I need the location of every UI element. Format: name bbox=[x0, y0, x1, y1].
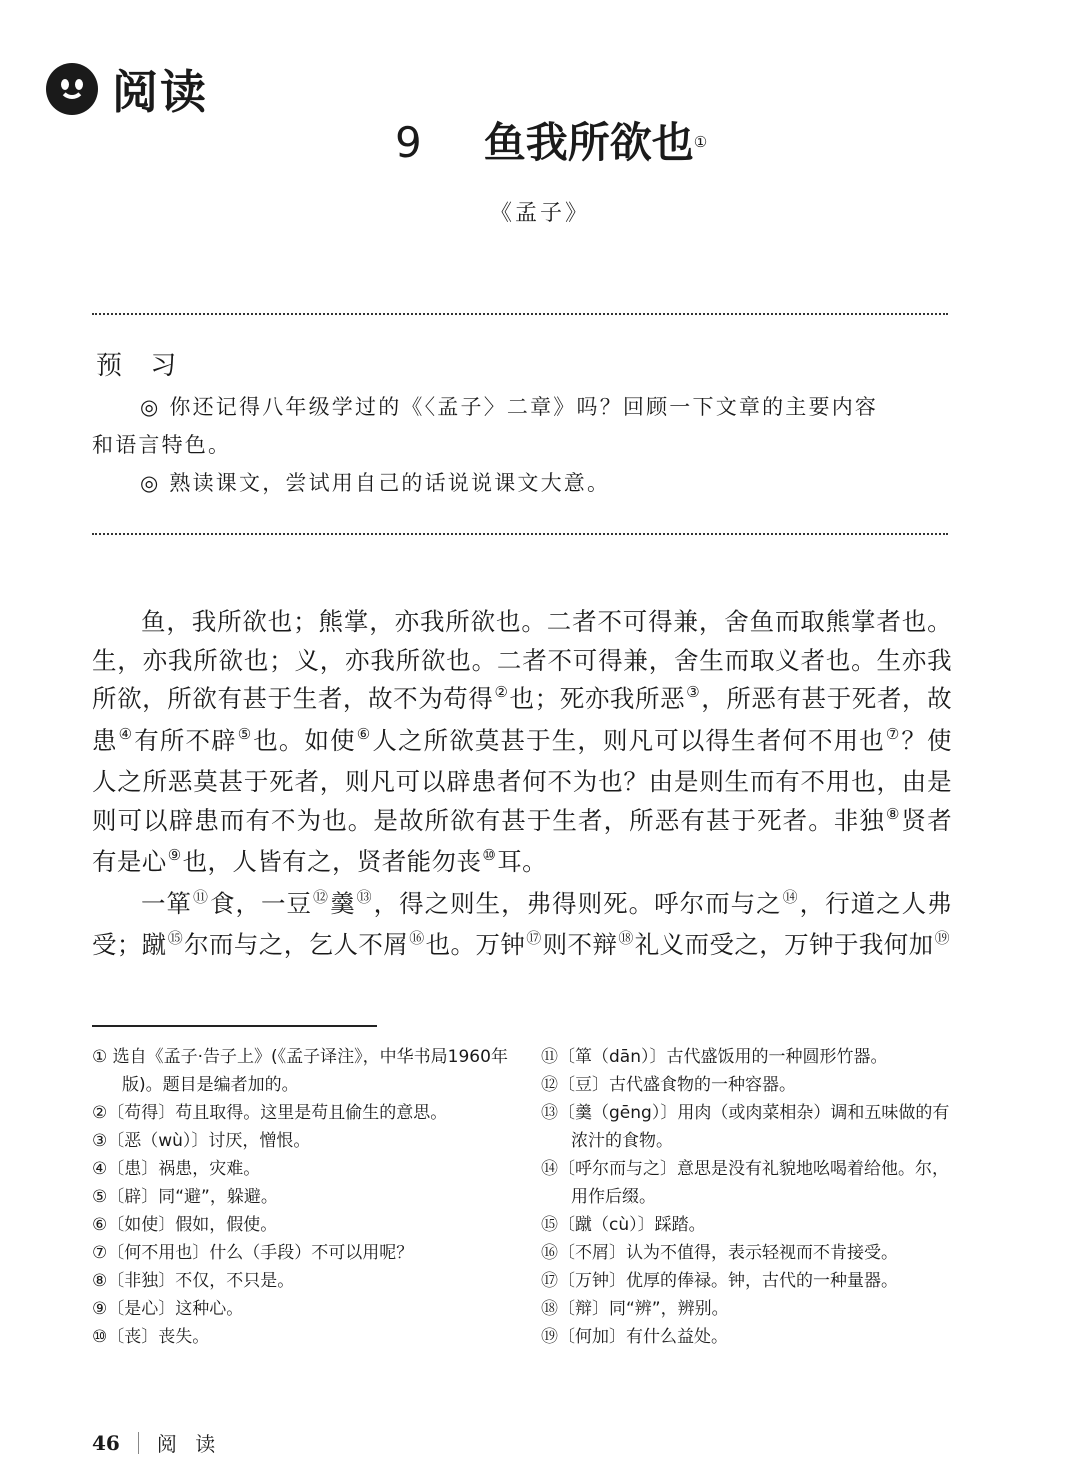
text-run: 羹 bbox=[330, 888, 356, 918]
preview-item-1-cont: 和语言特色。 bbox=[92, 433, 232, 457]
footnote-item: ⑮〔蹴（cù）〕踩踏。 bbox=[541, 1215, 706, 1235]
footer-divider bbox=[138, 1432, 139, 1454]
footnote-marker: ⑫ bbox=[313, 887, 330, 906]
text-run: ？使人之所恶莫甚于死者，则凡可以辟患者何不为也？由是则生而有不用也，由是则可以辟患而有不为也。是故所欲有甚于生者，所恶有甚于死者。非独 bbox=[92, 725, 952, 835]
footnote-item: ⑱〔辩〕同“辨”，辨别。 bbox=[541, 1299, 729, 1319]
main-text bbox=[92, 603, 952, 968]
footnote-item: ⑤〔辟〕同“避”，躲避。 bbox=[92, 1187, 278, 1207]
lesson-number: 9 bbox=[395, 118, 422, 167]
footnote-item: ⑰〔万钟〕优厚的俸禄。钟，古代的一种量器。 bbox=[541, 1271, 898, 1291]
lesson-title bbox=[395, 110, 707, 170]
footnote-marker: ④ bbox=[118, 724, 134, 743]
footer-label: 阅 读 bbox=[156, 1432, 222, 1456]
footnote-marker: ⑦ bbox=[885, 724, 901, 743]
footnotes-left bbox=[92, 1043, 512, 1351]
text-run: 人之所欲莫甚于生，则凡可以得生者何不用也 bbox=[372, 725, 885, 755]
text-run: 也，人皆有之，贤者能勿丧 bbox=[182, 847, 482, 876]
footnote-marker: ⑲ bbox=[934, 929, 950, 947]
footnote-item: ⑥〔如使〕假如，假使。 bbox=[92, 1215, 278, 1235]
footnote-marker: ⑰ bbox=[526, 929, 542, 947]
text-run: ，所恶有甚于死者，故患 bbox=[92, 684, 952, 755]
footnote-marker: ⑮ bbox=[167, 929, 184, 947]
footnote-marker: ⑧ bbox=[885, 804, 901, 823]
footnote-item: ⑪〔箪（dān）〕古代盛饭用的一种圆形竹器。 bbox=[541, 1047, 888, 1067]
text-run: 贤者有是心 bbox=[92, 805, 952, 876]
footnote-marker: ⑱ bbox=[618, 929, 634, 947]
footnote-marker: ⑪ bbox=[193, 887, 210, 906]
text-run: 也；死亦我所恶 bbox=[509, 684, 686, 713]
footnote-marker: ⑬ bbox=[356, 887, 373, 906]
page-number: 46 bbox=[92, 1430, 120, 1455]
footnote-marker: ⑥ bbox=[356, 724, 372, 743]
text-run: 食，一豆 bbox=[210, 888, 313, 918]
footnote-item: ⑨〔是心〕这种心。 bbox=[92, 1299, 244, 1319]
footnote-rule bbox=[92, 1025, 377, 1027]
preview-heading: 预 习 bbox=[96, 351, 187, 381]
text-run: ，行道之人弗受；蹴 bbox=[92, 888, 953, 959]
text-run: 尔而与之，乞人不屑 bbox=[184, 930, 409, 959]
footnote-marker: ⑯ bbox=[409, 929, 425, 947]
footnote-marker: ③ bbox=[686, 683, 701, 701]
footnote-item: ⑧〔非独〕不仅，不只是。 bbox=[92, 1271, 295, 1291]
footnote-item: ⑭〔呼尔而与之〕意思是没有礼貌地吆喝着给他。尔，用作后缀。 bbox=[541, 1159, 949, 1207]
divider-bottom bbox=[92, 533, 948, 535]
footnote-marker: ⑩ bbox=[482, 846, 497, 864]
divider-top bbox=[92, 313, 948, 315]
text-run: 耳。 bbox=[497, 847, 548, 876]
preview-item-1: ◎ 你还记得八年级学过的《〈孟子〉二章》吗？回顾一下文章的主要内容 bbox=[140, 395, 879, 419]
footnote-item: ⑲〔何加〕有什么益处。 bbox=[541, 1327, 728, 1347]
title-footnote-marker: ① bbox=[693, 133, 708, 151]
footnotes-right bbox=[541, 1043, 961, 1351]
paragraph-1 bbox=[92, 603, 952, 885]
smiley-face-icon bbox=[46, 63, 98, 115]
preview-item-2: ◎ 熟读课文，尝试用自己的话说说课文大意。 bbox=[140, 471, 611, 495]
lesson-source: 《孟子》 bbox=[489, 201, 590, 226]
footnote-item: ④〔患〕祸患，灾难。 bbox=[92, 1159, 261, 1179]
footnote-item: ⑩〔丧〕丧失。 bbox=[92, 1327, 210, 1347]
footnote-item: ⑯〔不屑〕认为不值得，表示轻视而不肯接受。 bbox=[541, 1243, 898, 1263]
text-run: 一箪 bbox=[141, 888, 193, 918]
text-run: 也。万钟 bbox=[425, 930, 526, 959]
footnote-item: ① 选自《孟子·告子上》(《孟子译注》，中华书局1960年版)。题目是编者加的。 bbox=[92, 1047, 508, 1095]
footnote-marker: ⑨ bbox=[167, 846, 182, 864]
text-run: 礼义而受之，万钟于我何加 bbox=[634, 930, 934, 959]
section-title: 阅读 bbox=[112, 65, 208, 119]
footnote-item: ③〔恶（wù）〕讨厌，憎恨。 bbox=[92, 1131, 311, 1151]
page-footer bbox=[92, 1428, 221, 1457]
text-run: 则不辩 bbox=[542, 930, 618, 959]
footnote-marker: ② bbox=[494, 683, 509, 701]
footnote-marker: ⑤ bbox=[237, 724, 253, 743]
footnote-item: ②〔苟得〕苟且取得。这里是苟且偷生的意思。 bbox=[92, 1103, 448, 1123]
paragraph-2 bbox=[92, 885, 952, 968]
footnote-item: ⑦〔何不用也〕什么（手段）不可以用呢？ bbox=[92, 1243, 414, 1263]
footnote-marker: ⑭ bbox=[782, 887, 799, 906]
footnote-item: ⑫〔豆〕古代盛食物的一种容器。 bbox=[541, 1075, 796, 1095]
lesson-title-text: 鱼我所欲也 bbox=[483, 118, 694, 167]
text-run: 有所不辟 bbox=[134, 725, 237, 755]
section-header bbox=[46, 56, 208, 122]
preview-block bbox=[92, 388, 952, 502]
footnote-item: ⑬〔羹（gēng）〕用肉（或肉菜相杂）调和五味做的有浓汁的食物。 bbox=[541, 1103, 950, 1151]
text-run: 鱼，我所欲也；熊掌，亦我所欲也。二者不可得兼，舍鱼而取熊掌者也。生，亦我所欲也；义，亦我所欲也。二者不可得兼，舍生而取义者也。生亦我所欲，所欲有甚于生者，故不为苟得 bbox=[92, 607, 952, 713]
text-run: ，得之则生，弗得则死。呼尔而与之 bbox=[373, 888, 782, 918]
text-run: 也。如使 bbox=[253, 725, 356, 755]
